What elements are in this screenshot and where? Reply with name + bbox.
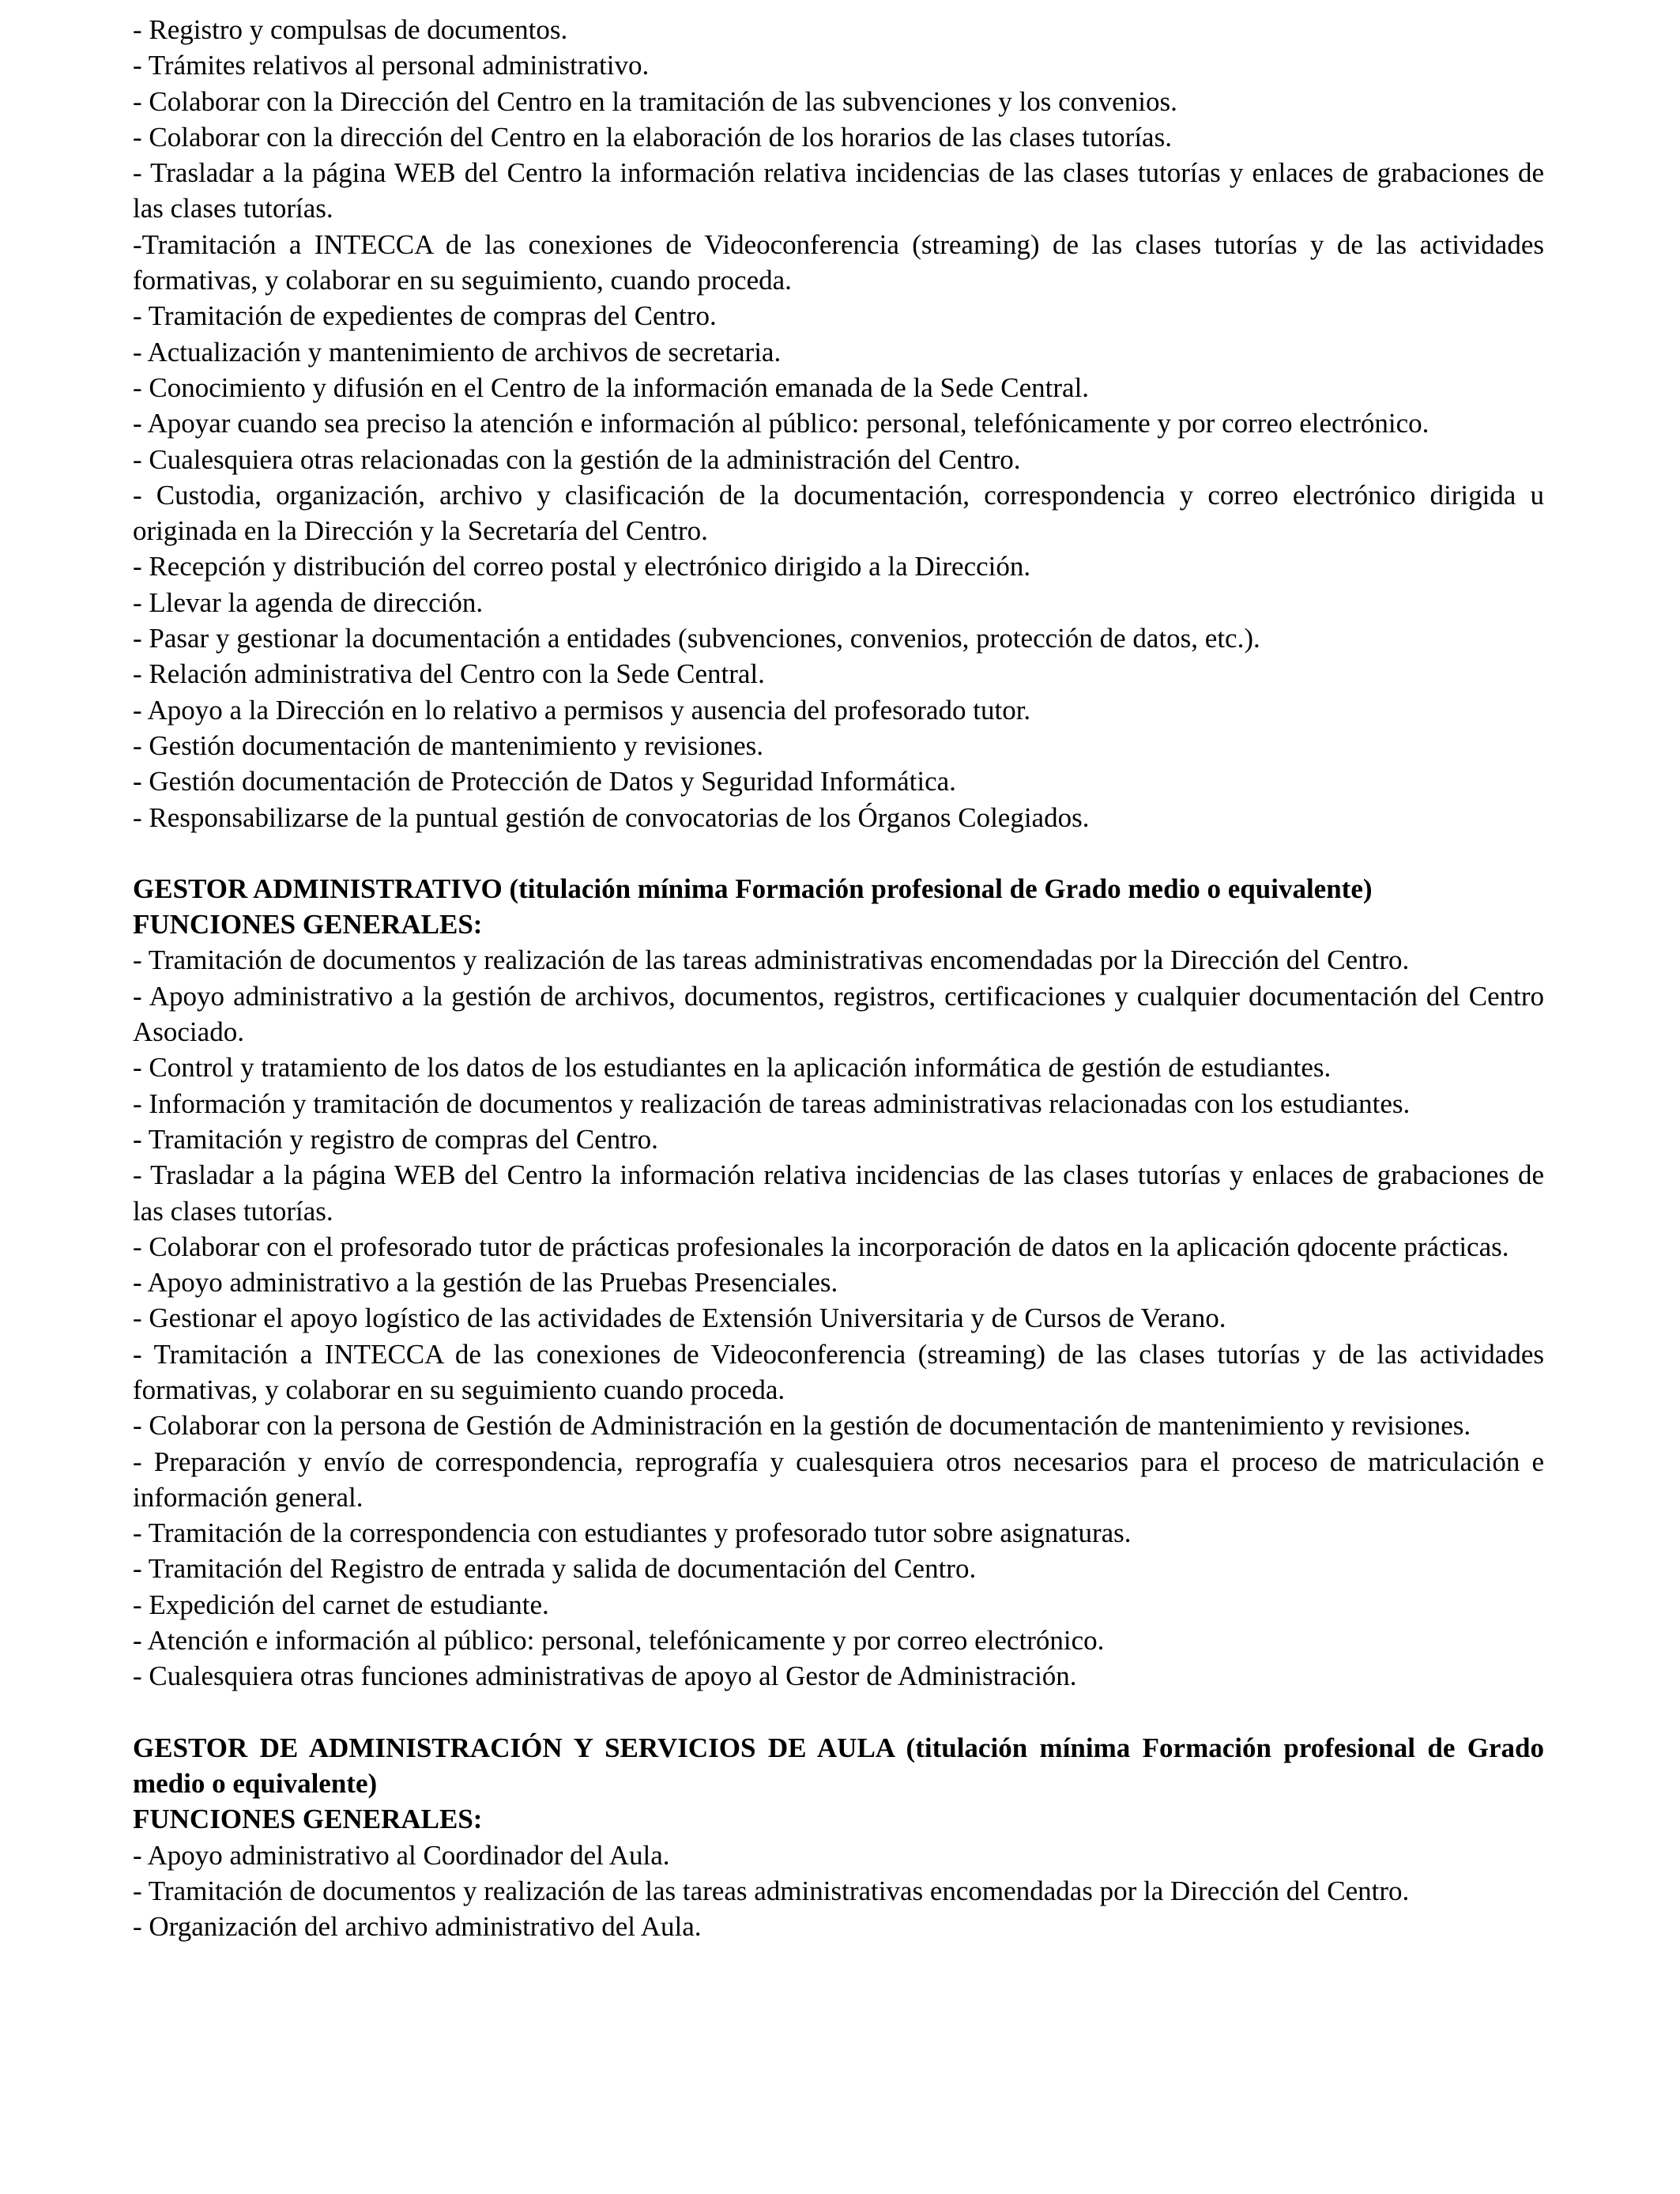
list-item: - Registro y compulsas de documentos. xyxy=(133,14,568,45)
section-previous-functions xyxy=(133,12,1544,835)
list-item: - Relación administrativa del Centro con la Sede Central. xyxy=(133,658,765,690)
list-item: - Custodia, organización, archivo y clasificación de la documentación, correspondencia y correo electrónico dirigida u originada en la Dirección y la Secretaría del Centro. xyxy=(133,479,1544,547)
section-subheading: FUNCIONES GENERALES: xyxy=(133,909,483,941)
list-item: - Apoyo administrativo al Coordinador del Aula. xyxy=(133,1839,670,1871)
list-item: - Preparación y envío de correspondencia, reprografía y cualesquiera otros necesarios para el proceso de matriculación e información general. xyxy=(133,1446,1544,1513)
list-item: - Tramitación del Registro de entrada y salida de documentación del Centro. xyxy=(133,1553,977,1585)
list-item: - Tramitación y registro de compras del Centro. xyxy=(133,1123,658,1155)
list-item: - Expedición del carnet de estudiante. xyxy=(133,1589,549,1620)
list-item: - Atención e información al público: personal, telefónicamente y por correo electrónico. xyxy=(133,1625,1105,1657)
list-item: - Cualesquiera otras funciones administrativas de apoyo al Gestor de Administración. xyxy=(133,1661,1077,1692)
list-item: - Tramitación de la correspondencia con estudiantes y profesorado tutor sobre asignaturas. xyxy=(133,1517,1132,1549)
list-item: - Gestión documentación de Protección de Datos y Seguridad Informática. xyxy=(133,766,956,797)
list-item: - Apoyo administrativo a la gestión de las Pruebas Presenciales. xyxy=(133,1267,838,1299)
section-subheading: FUNCIONES GENERALES: xyxy=(133,1804,483,1835)
list-item: - Colaborar con la Dirección del Centro en la tramitación de las subvenciones y los convenios. xyxy=(133,85,1177,117)
list-item: - Conocimiento y difusión en el Centro de la información emanada de la Sede Central. xyxy=(133,371,1090,403)
section-spacer xyxy=(133,835,1544,871)
list-item: -Tramitación a INTECCA de las conexiones de Videoconferencia (streaming) de las clases tutorías y de las actividades formativas, y colaborar en su seguimiento, cuando proceda. xyxy=(133,228,1544,296)
list-item: - Trasladar a la página WEB del Centro la información relativa incidencias de las clases tutorías y enlaces de grabaciones de las clases tutorías. xyxy=(133,1159,1544,1227)
section-gestor-administrativo xyxy=(133,871,1544,1695)
list-item: - Colaborar con la persona de Gestión de Administración en la gestión de documentación de mantenimiento y revisiones. xyxy=(133,1410,1471,1442)
list-item: - Organización del archivo administrativo del Aula. xyxy=(133,1911,702,1943)
list-item: - Cualesquiera otras relacionadas con la gestión de la administración del Centro. xyxy=(133,443,1021,475)
list-item: - Control y tratamiento de los datos de los estudiantes en la aplicación informática de gestión de estudiantes. xyxy=(133,1052,1332,1084)
list-item: - Llevar la agenda de dirección. xyxy=(133,586,484,618)
list-item: - Tramitación de expedientes de compras del Centro. xyxy=(133,300,717,332)
document-page xyxy=(133,12,1544,1944)
list-item: - Información y tramitación de documentos y realización de tareas administrativas relacionadas con los estudiantes. xyxy=(133,1088,1411,1119)
list-item: - Colaborar con el profesorado tutor de prácticas profesionales la incorporación de datos en la aplicación qdocente prácticas. xyxy=(133,1231,1509,1262)
list-item: - Actualización y mantenimiento de archivos de secretaria. xyxy=(133,336,782,368)
list-item: - Trámites relativos al personal administrativo. xyxy=(133,50,650,81)
section-gestor-aula xyxy=(133,1730,1544,1945)
section-heading: GESTOR DE ADMINISTRACIÓN Y SERVICIOS DE AULA (titulación mínima Formación profesional de Grado medio o equivalente) xyxy=(133,1732,1544,1799)
list-item: - Colaborar con la dirección del Centro en la elaboración de los horarios de las clases tutorías. xyxy=(133,121,1172,153)
list-item: - Tramitación de documentos y realización de las tareas administrativas encomendadas por la Dirección del Centro. xyxy=(133,944,1410,976)
list-item: - Gestión documentación de mantenimiento y revisiones. xyxy=(133,729,763,761)
list-item: - Apoyo a la Dirección en lo relativo a permisos y ausencia del profesorado tutor. xyxy=(133,694,1031,726)
list-item: - Apoyar cuando sea preciso la atención e información al público: personal, telefónicamente y por correo electrónico. xyxy=(133,408,1430,439)
section-heading: GESTOR ADMINISTRATIVO (titulación mínima Formación profesional de Grado medio o equivalente) xyxy=(133,873,1373,904)
list-item: - Responsabilizarse de la puntual gestión de convocatorias de los Órganos Colegiados. xyxy=(133,801,1090,833)
list-item: - Apoyo administrativo a la gestión de archivos, documentos, registros, certificaciones y cualquier documentación del Centro Asociado. xyxy=(133,980,1544,1048)
list-item: - Recepción y distribución del correo postal y electrónico dirigido a la Dirección. xyxy=(133,551,1031,582)
list-item: - Tramitación de documentos y realización de las tareas administrativas encomendadas por la Dirección del Centro. xyxy=(133,1875,1410,1906)
list-item: - Pasar y gestionar la documentación a entidades (subvenciones, convenios, protección de datos, etc.). xyxy=(133,623,1260,654)
list-item: - Tramitación a INTECCA de las conexiones de Videoconferencia (streaming) de las clases tutorías y de las actividades formativas, y colaborar en su seguimiento cuando proceda. xyxy=(133,1338,1544,1405)
list-item: - Gestionar el apoyo logístico de las actividades de Extensión Universitaria y de Cursos de Verano. xyxy=(133,1302,1226,1334)
list-item: - Trasladar a la página WEB del Centro la información relativa incidencias de las clases tutorías y enlaces de grabaciones de las clases tutorías. xyxy=(133,157,1544,224)
section-spacer xyxy=(133,1695,1544,1730)
